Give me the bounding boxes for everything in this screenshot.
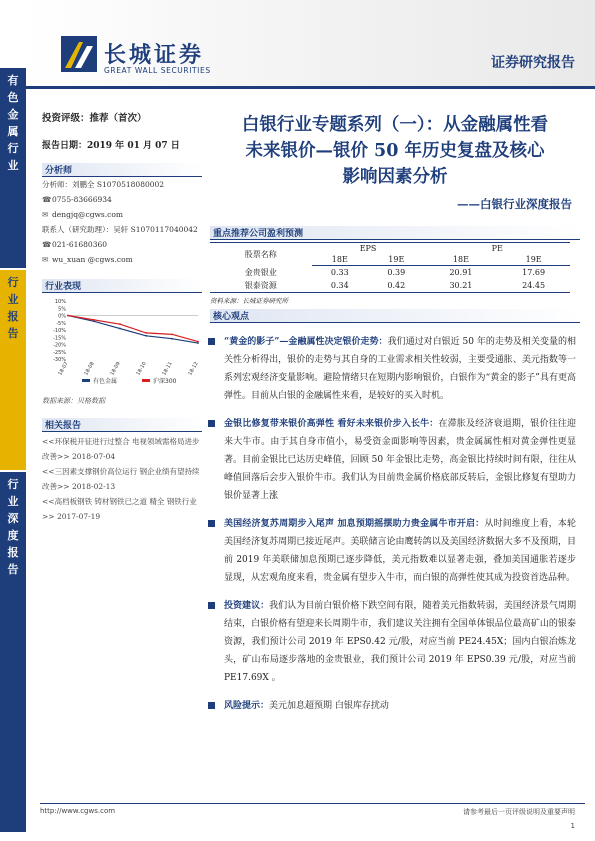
point-body: 我们通过对白银近 50 年的走势及相关变量的相关性分析得出，银价的走势与其自身的工业需求相关性较弱，主要受通胀、美元指数等一系列宏观经济变量影响。避险情绪只在短期内影响银价，白银作为“黄金的影子”具有更高弹性。目前从白银的金融属性来看，是较好的买入时机。 <box>224 336 576 401</box>
side-tab-char: 金 <box>7 108 19 121</box>
side-tab-industry <box>0 68 26 268</box>
page-number: 1 <box>570 822 575 830</box>
side-tab-char: 行 <box>7 478 19 491</box>
earnings-forecast-table <box>210 242 570 293</box>
data-point <box>197 341 199 343</box>
chart-section-head: 行业表现 <box>42 279 202 293</box>
col-header-year: 18E <box>425 254 498 266</box>
table-section-head: 重点推荐公司盈利预测 <box>210 226 580 240</box>
main-column <box>210 112 580 715</box>
side-tab-char: 告 <box>7 327 19 340</box>
page-header <box>26 0 595 86</box>
side-tab-char: 属 <box>7 125 19 138</box>
y-tick-label: -20% <box>53 342 66 349</box>
contact-name: 联系人（研究助理）：吴轩 S1070117040042 <box>42 225 198 234</box>
cell-value: 0.42 <box>368 279 425 293</box>
point-body: 从时间维度上看，本轮美国经济复苏周期已接近尾声。美联储言论由鹰转鸽以及美国经济数据大多不及预期，目前 2019 年美联储加息预期已逐步降低，美元指数难以显著走强，叠加美国通胀若逐步显现，从宏观角度来看，贵金属有望步入牛市，而白银的高弹性使其成为投资首选品种。 <box>224 518 576 583</box>
related-report-list <box>42 434 202 524</box>
phone-icon: ☎ <box>42 240 52 249</box>
side-tab-char: 报 <box>7 310 19 323</box>
cell-value: 30.21 <box>425 279 498 293</box>
legend-label: 沪深300 <box>153 378 177 385</box>
y-tick-label: -5% <box>56 320 66 327</box>
data-point <box>171 333 173 335</box>
cell-value: 24.45 <box>497 279 570 293</box>
data-point <box>67 315 69 317</box>
core-point <box>206 333 576 405</box>
cell-value: 17.69 <box>522 267 546 277</box>
data-point <box>145 335 147 337</box>
title-line: 影响因素分析 <box>342 167 448 187</box>
x-tick-label: 18-10 <box>135 361 148 377</box>
analyst-email[interactable] <box>42 207 202 222</box>
side-tab-char: 度 <box>7 529 19 542</box>
side-tab-char: 行 <box>7 142 19 155</box>
mail-icon: ✉ <box>42 210 49 219</box>
side-tab-char: 色 <box>7 91 19 104</box>
data-point <box>119 328 121 330</box>
table-row <box>210 266 570 279</box>
analyst-phone <box>42 192 202 207</box>
logo-icon <box>61 36 97 72</box>
point-lead: 金银比修复带来银价高弹性 看好未来银价步入长牛： <box>224 418 439 429</box>
related-report-item[interactable]: <<高档板钢铁 铸材钢铁已之道 精全 钢铁行业>> 2017-07-19 <box>42 497 197 521</box>
email-text[interactable]: wu_xuan @cgws.com <box>52 255 133 264</box>
series-line-0 <box>68 316 198 344</box>
core-point <box>206 515 576 587</box>
footer-disclaimer: 请参考最后一页评级说明及重要声明 <box>463 808 575 816</box>
side-tab-char: 有 <box>7 74 19 87</box>
data-point <box>145 332 147 334</box>
phone-text: 021-61680360 <box>52 240 108 249</box>
cell-stock-name: 金贵银业 <box>244 267 277 277</box>
col-header-eps: EPS <box>312 243 425 255</box>
legend-swatch <box>142 379 150 382</box>
side-tab-report <box>0 270 26 470</box>
side-tab-char: 报 <box>7 546 19 559</box>
title-line: 未来银价—银价 50 年历史复盘及核心 <box>245 141 545 161</box>
cell-value: 0.33 <box>330 267 349 277</box>
data-point <box>119 323 121 325</box>
report-date: 报告日期：2019 年 01 月 07 日 <box>42 141 180 151</box>
related-report-item[interactable]: <<环保税开征进行过整合 电视领域需格局进步改善>> 2018-07-04 <box>42 437 200 461</box>
analyst-name: 分析师：刘鹏全 S1070518080002 <box>42 180 165 189</box>
y-tick-label: 10% <box>54 299 66 305</box>
cell-value: 0.39 <box>387 267 406 277</box>
col-header-year: 19E <box>368 254 425 266</box>
y-tick-label: 5% <box>58 306 66 313</box>
x-tick-label: 18-12 <box>187 361 200 377</box>
point-body: 我们认为目前白银价格下跌空间有限，随着美元指数转弱，美国经济景气周期结束，白银价格有望迎来长周期牛市，我们建议关注拥有全国单体银品位最高矿山的银泰资源，我们预计公司 2019 年 EPS0.42 元/股，对应当前 PE24.45X；国内白银冶炼龙头，矿山布局逐步落地的金贵银业，我们预计公司 2019 年 EPS0.39 元/股，对应当前 PE17.69X 。 <box>224 600 576 683</box>
y-tick-label: -10% <box>53 328 66 334</box>
side-tab-char: 业 <box>7 159 19 172</box>
analyst-section-head: 分析师 <box>42 163 202 177</box>
report-subtitle: ——白银行业深度报告 <box>457 197 572 211</box>
point-lead: 投资建议： <box>224 600 270 611</box>
header-divider <box>26 86 595 89</box>
report-type-label: 证券研究报告 <box>491 55 575 71</box>
x-tick-label: 18-09 <box>109 361 122 377</box>
contact-email[interactable] <box>42 252 202 267</box>
core-point <box>206 597 576 687</box>
cell-value: 20.91 <box>449 267 473 277</box>
investment-rating: 投资评级：推荐（首次） <box>42 113 147 124</box>
point-body: 美元加息超预期 白银库存扰动 <box>269 700 389 711</box>
x-tick-label: 18-11 <box>161 361 174 377</box>
side-tab-char: 行 <box>7 276 19 289</box>
industry-performance-chart <box>42 297 202 387</box>
x-tick-label: 18-07 <box>57 361 70 377</box>
mail-icon: ✉ <box>42 255 49 264</box>
core-point <box>206 697 576 715</box>
contact-phone <box>42 237 202 252</box>
phone-icon: ☎ <box>42 195 52 204</box>
side-tab-deep-report <box>0 472 26 832</box>
x-tick-label: 18-08 <box>83 361 96 377</box>
y-tick-label: -25% <box>53 349 66 356</box>
info-column <box>42 110 202 524</box>
data-point <box>93 319 95 321</box>
table-row <box>210 279 570 293</box>
side-tab-char: 业 <box>7 495 19 508</box>
related-report-item[interactable]: <<三因素支撑钢价高位运行 钢企业绩有望持续改善>> 2018-02-13 <box>42 467 200 491</box>
bullet-square-icon <box>208 702 215 709</box>
y-tick-label: 0% <box>58 313 66 320</box>
point-lead: 风险提示： <box>224 700 270 711</box>
data-point <box>171 338 173 340</box>
col-header-pe: PE <box>425 243 570 255</box>
cell-value: 0.34 <box>312 279 369 293</box>
phone-text: 0755-83666934 <box>52 195 112 204</box>
core-view-head: 核心观点 <box>210 309 580 323</box>
core-point <box>206 415 576 505</box>
report-title <box>210 112 580 190</box>
col-header-name: 股票名称 <box>210 243 312 266</box>
bullet-square-icon <box>208 602 215 609</box>
side-tab-char: 深 <box>7 512 19 525</box>
side-tab-char: 告 <box>7 563 19 576</box>
col-header-year: 19E <box>497 254 570 266</box>
chart-source: 数据来源：贝格数据 <box>42 397 105 405</box>
footer-url[interactable]: http://www.cgws.com <box>40 807 116 815</box>
side-tab-char: 业 <box>7 293 19 306</box>
point-body: 在滞胀及经济衰退期，银价往往迎来大牛市。由于其自身市值小，易受资金面影响等因素，贵金属属性相对黄金弹性更显著。目前金银比已达历史峰值，回顾 50 年金银比走势，高金银比持续时间有限，往往从峰值回落后会步入银价牛市。我们认为目前贵金属价格底部反转后，金银比修复有望助力银价显著上涨 <box>224 418 576 501</box>
y-tick-label: -15% <box>53 335 66 342</box>
title-line: 白银行业专题系列（一）：从金融属性看 <box>241 115 549 135</box>
side-tab-bar <box>0 0 26 841</box>
legend-swatch <box>82 379 90 382</box>
cell-stock-name: 银泰资源 <box>210 279 312 293</box>
logo-text-en: GREAT WALL SECURITIES <box>104 66 211 75</box>
table-source: 资料来源：长城证券研究所 <box>210 296 288 305</box>
point-lead: 美国经济复苏周期步入尾声 加息预期摇摆助力贵金属牛市开启： <box>224 518 485 529</box>
legend-label: 有色金属 <box>93 378 118 385</box>
bullet-square-icon <box>208 338 215 345</box>
y-tick-label: -30% <box>53 357 66 363</box>
col-header-year: 18E <box>312 254 369 266</box>
bullet-square-icon <box>208 520 215 527</box>
page-footer <box>40 803 585 830</box>
email-text[interactable]: dengjq@cgws.com <box>52 210 123 219</box>
logo-text-cn: 长城证券 <box>104 43 205 68</box>
related-section-head: 相关报告 <box>42 418 202 432</box>
point-lead: “黄金的影子”—金融属性决定银价走势： <box>224 336 388 347</box>
bullet-square-icon <box>208 420 215 427</box>
